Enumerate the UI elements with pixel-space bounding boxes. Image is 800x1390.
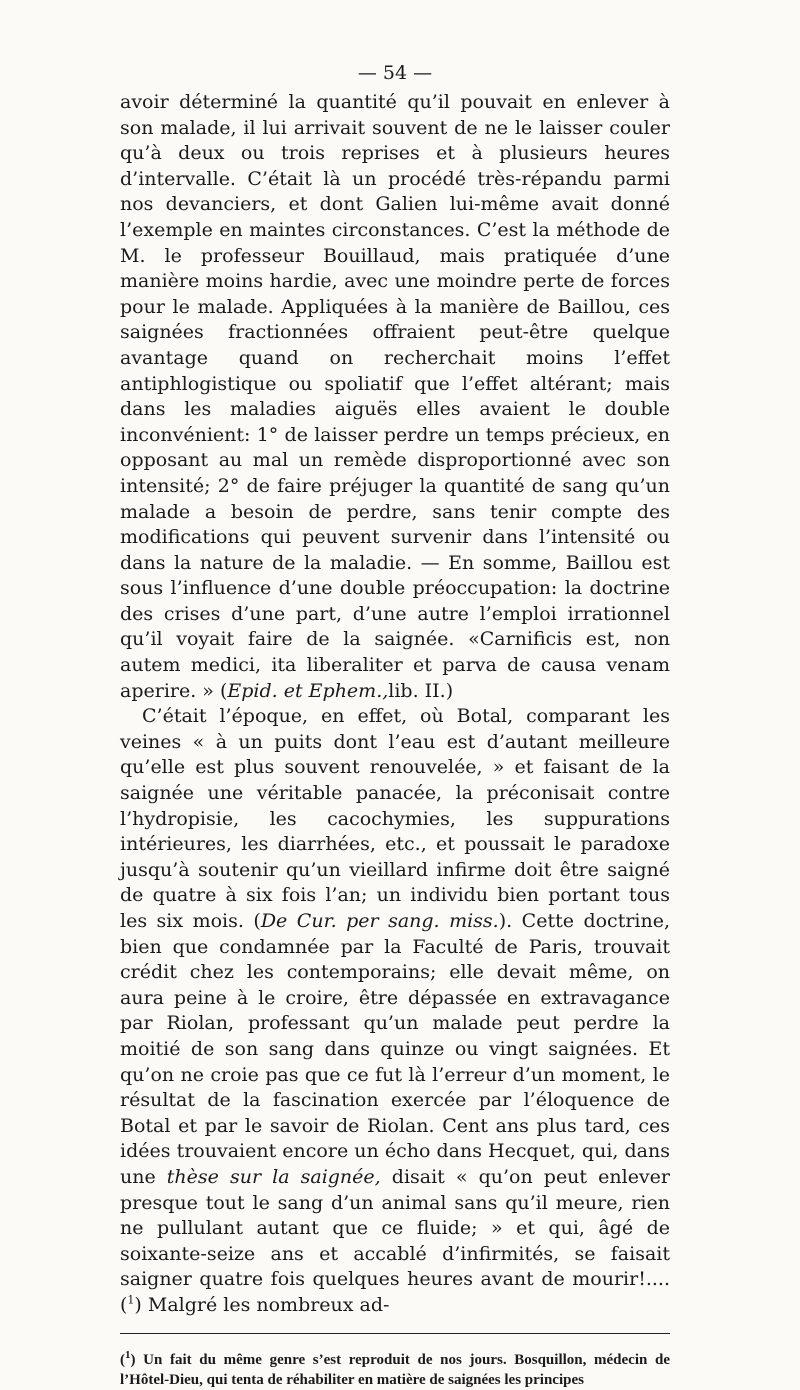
citation-italic: De Cur. per sang. miss.	[260, 910, 499, 932]
text-run: avoir déterminé la quantité qu’il pouvait en enlever à son malade, il lui arrivait souvent de ne le laisser couler qu’à deux ou trois reprises et à plusieurs heures d’intervalle. C’était là un procédé très-répandu parmi nos devanciers, et dont Galien lui-même avait donné l’exemple en maintes circonstances. C’est la méthode de M. le professeur Bouillaud, mais pratiquée d’une manière moins hardie, avec une moindre perte de forces pour le malade. Appliquées à la manière de Baillou, ces saignées fractionnées offraient peut-être quelque avantage quand on recherchait moins l’effet antiphlogistique ou spoliatif que l’effet altérant; mais dans les maladies aiguës elles avaient le double inconvénient: 1° de laisser perdre un temps précieux, en opposant au mal un remède disproportionné avec son intensité; 2° de faire préjuger la quantité de sang qu’un malade a besoin de perdre, sans tenir compte des modifications qui peuvent survenir dans l’intensité ou dans la nature de la maladie. — En somme, Baillou est sous l’influence d’une double préoccupation: la doctrine des crises d’une part, d’une autre l’emploi irrationnel qu’il voyait faire de la saignée. «Carnificis est, non autem medici, ita liberaliter et parva de causa venam aperire. » (	[120, 91, 670, 702]
paragraph-2	[120, 704, 670, 1318]
title-italic: thèse sur la saignée,	[166, 1165, 381, 1188]
book-page	[120, 60, 670, 1390]
footnote-divider	[120, 1333, 670, 1334]
text-run: ). Cette doctrine, bien que condamnée par la Faculté de Paris, trouvait crédit chez les contemporains; elle devait même, on aura peine à le croire, être dépassée en extravagance par Riolan, professant qu’un malade peut perdre la moitié de son sang dans quinze ou vingt saignées. Et qu’on ne croie pas que ce fut là l’erreur d’un moment, le résultat de la fascination exercée par l’éloquence de Botal et par le savoir de Riolan. Cent ans plus tard, ces idées trouvaient encore un écho dans Hecquet, qui, dans une	[120, 910, 671, 1188]
text-run: lib. II.)	[388, 679, 454, 702]
text-run: ) Malgré les nombreux ad-	[134, 1293, 390, 1316]
paragraph-1	[120, 90, 670, 704]
text-run: C’était l’époque, en effet, où Botal, comparant les veines « à un puits dont l’eau est d’autant meilleure qu’elle est plus souvent renouvelée, » et faisant de la saignée une véritable panacée, la préconisait contre l’hydropisie, les cacochymies, les suppurations intérieures, les diarrhées, etc., et poussait le paradoxe jusqu’à soutenir qu’un vieillard infirme doit être saigné de quatre à six fois l’an; un individu bien portant tous les six mois. (	[120, 705, 670, 932]
text-run: disait « qu’on peut enlever presque tout le sang d’un animal sans qu’il meure, rien ne pullulant autant que ce fluide; » et qui, âgé de soixante-seize ans et accablé d’infirmités, se faisait saigner quatre fois quelques heures avant de mourir!....(	[120, 1165, 670, 1316]
footnote-marker: 1	[125, 1348, 131, 1361]
body-text	[120, 90, 670, 1319]
footnote-text: Un fait du même genre s’est reproduit de nos jours. Bosquillon, médecin de l’Hôtel-Dieu, qui tenta de réhabiliter en matière de saignées les principes	[120, 1351, 670, 1388]
footnote-reference: 1	[127, 1293, 135, 1307]
citation-italic: Epid. et Ephem.,	[227, 679, 389, 702]
page-number: — 54 —	[357, 62, 433, 84]
footnote: ($^1$) Un fait du même genre s’est reproduit de nos jours. Bosquillon, médecin de l’Hôtel-Dieu, qui tenta de réhabiliter en matière de saignées les principes	[120, 1348, 670, 1388]
